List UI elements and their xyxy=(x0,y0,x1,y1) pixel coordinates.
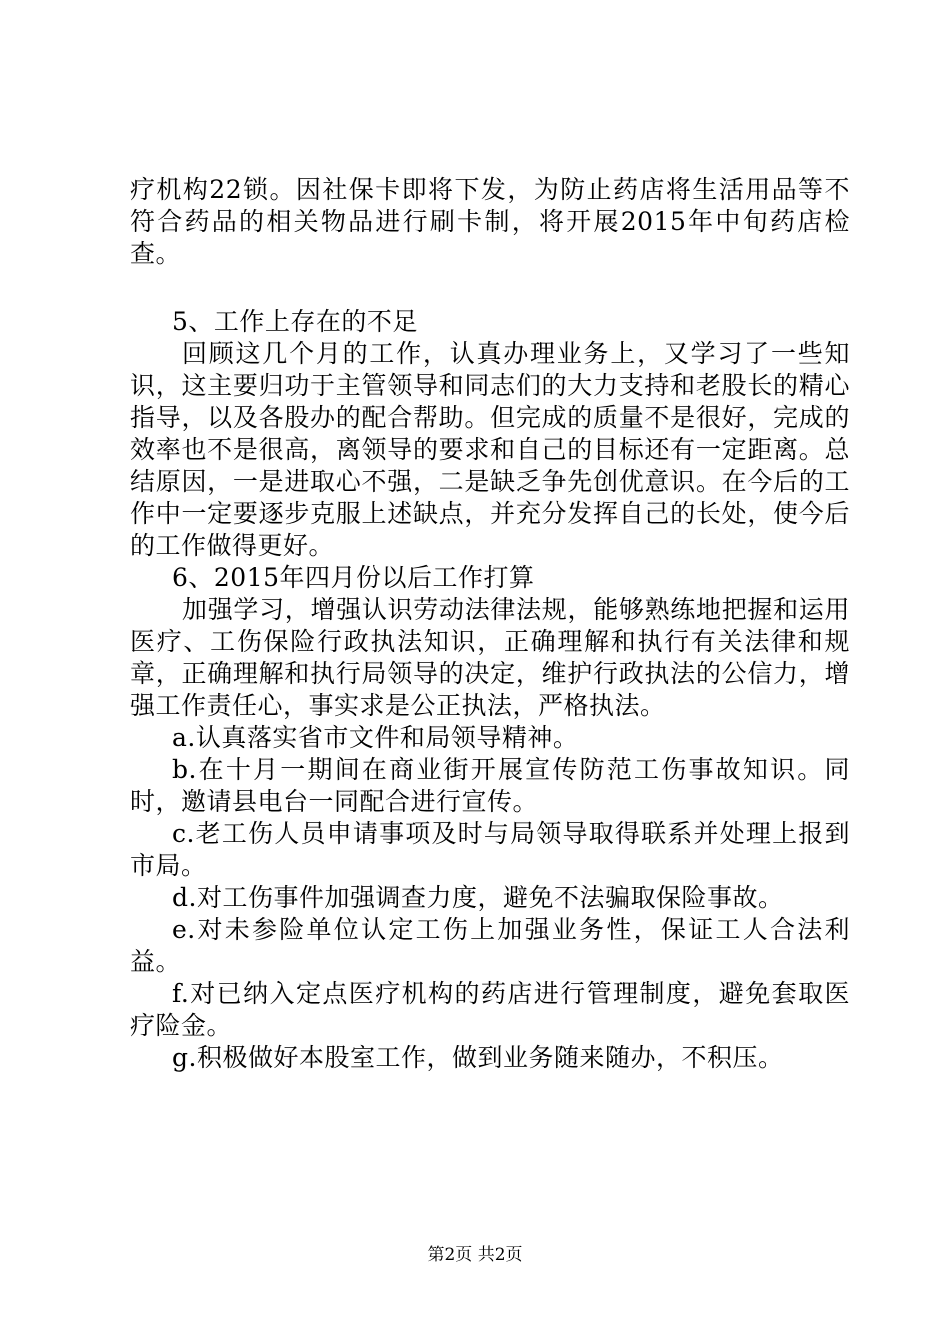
plan-item-c: c.老工伤人员申请事项及时与局领导取得联系并处理上报到市局。 xyxy=(130,819,850,880)
plan-item-g: g.积极做好本股室工作，做到业务随来随办，不积压。 xyxy=(172,1043,784,1072)
section-heading-shortcomings: 5、工作上存在的不足 xyxy=(172,307,418,336)
plan-item-a: a.认真落实省市文件和局领导精神。 xyxy=(172,723,579,752)
page-number-footer: 第2页 共2页 xyxy=(427,1245,523,1265)
paragraph-continuation: 疗机构22锁。因社保卡即将下发，为防止药店将生活用品等不符合药品的相关物品进行刷卡制，将开展2015年中旬药店检查。 xyxy=(130,175,850,268)
section-heading-plans: 6、2015年四月份以后工作打算 xyxy=(172,563,535,592)
plan-item-f: f.对已纳入定点医疗机构的药店进行管理制度，避免套取医疗险金。 xyxy=(130,979,850,1040)
plan-item-d: d.对工伤事件加强调查力度，避免不法骗取保险事故。 xyxy=(172,883,784,912)
plan-item-e: e.对未参险单位认定工伤上加强业务性，保证工人合法利益。 xyxy=(130,915,850,976)
paragraph-plans-intro: 加强学习，增强认识劳动法律法规，能够熟练地把握和运用医疗、工伤保险行政执法知识，正确理解和执行有关法律和规章，正确理解和执行局领导的决定，维护行政执法的公信力，增强工作责任心，事实求是公正执法，严格执法。 xyxy=(130,595,850,720)
paragraph-review: 回顾这几个月的工作，认真办理业务上，又学习了一些知识，这主要归功于主管领导和同志们的大力支持和老股长的精心指导，以及各股办的配合帮助。但完成的质量不是很好，完成的效率也不是很高，离领导的要求和自己的目标还有一定距离。总结原因，一是进取心不强，二是缺乏争先创优意识。在今后的工作中一定要逐步克服上述缺点，并充分发挥自己的长处，使今后的工作做得更好。 xyxy=(130,339,850,560)
paragraph-gap xyxy=(130,270,850,306)
document-body xyxy=(130,174,850,1074)
plan-item-b: b.在十月一期间在商业街开展宣传防范工伤事故知识。同时，邀请县电台一同配合进行宣传。 xyxy=(130,755,850,816)
